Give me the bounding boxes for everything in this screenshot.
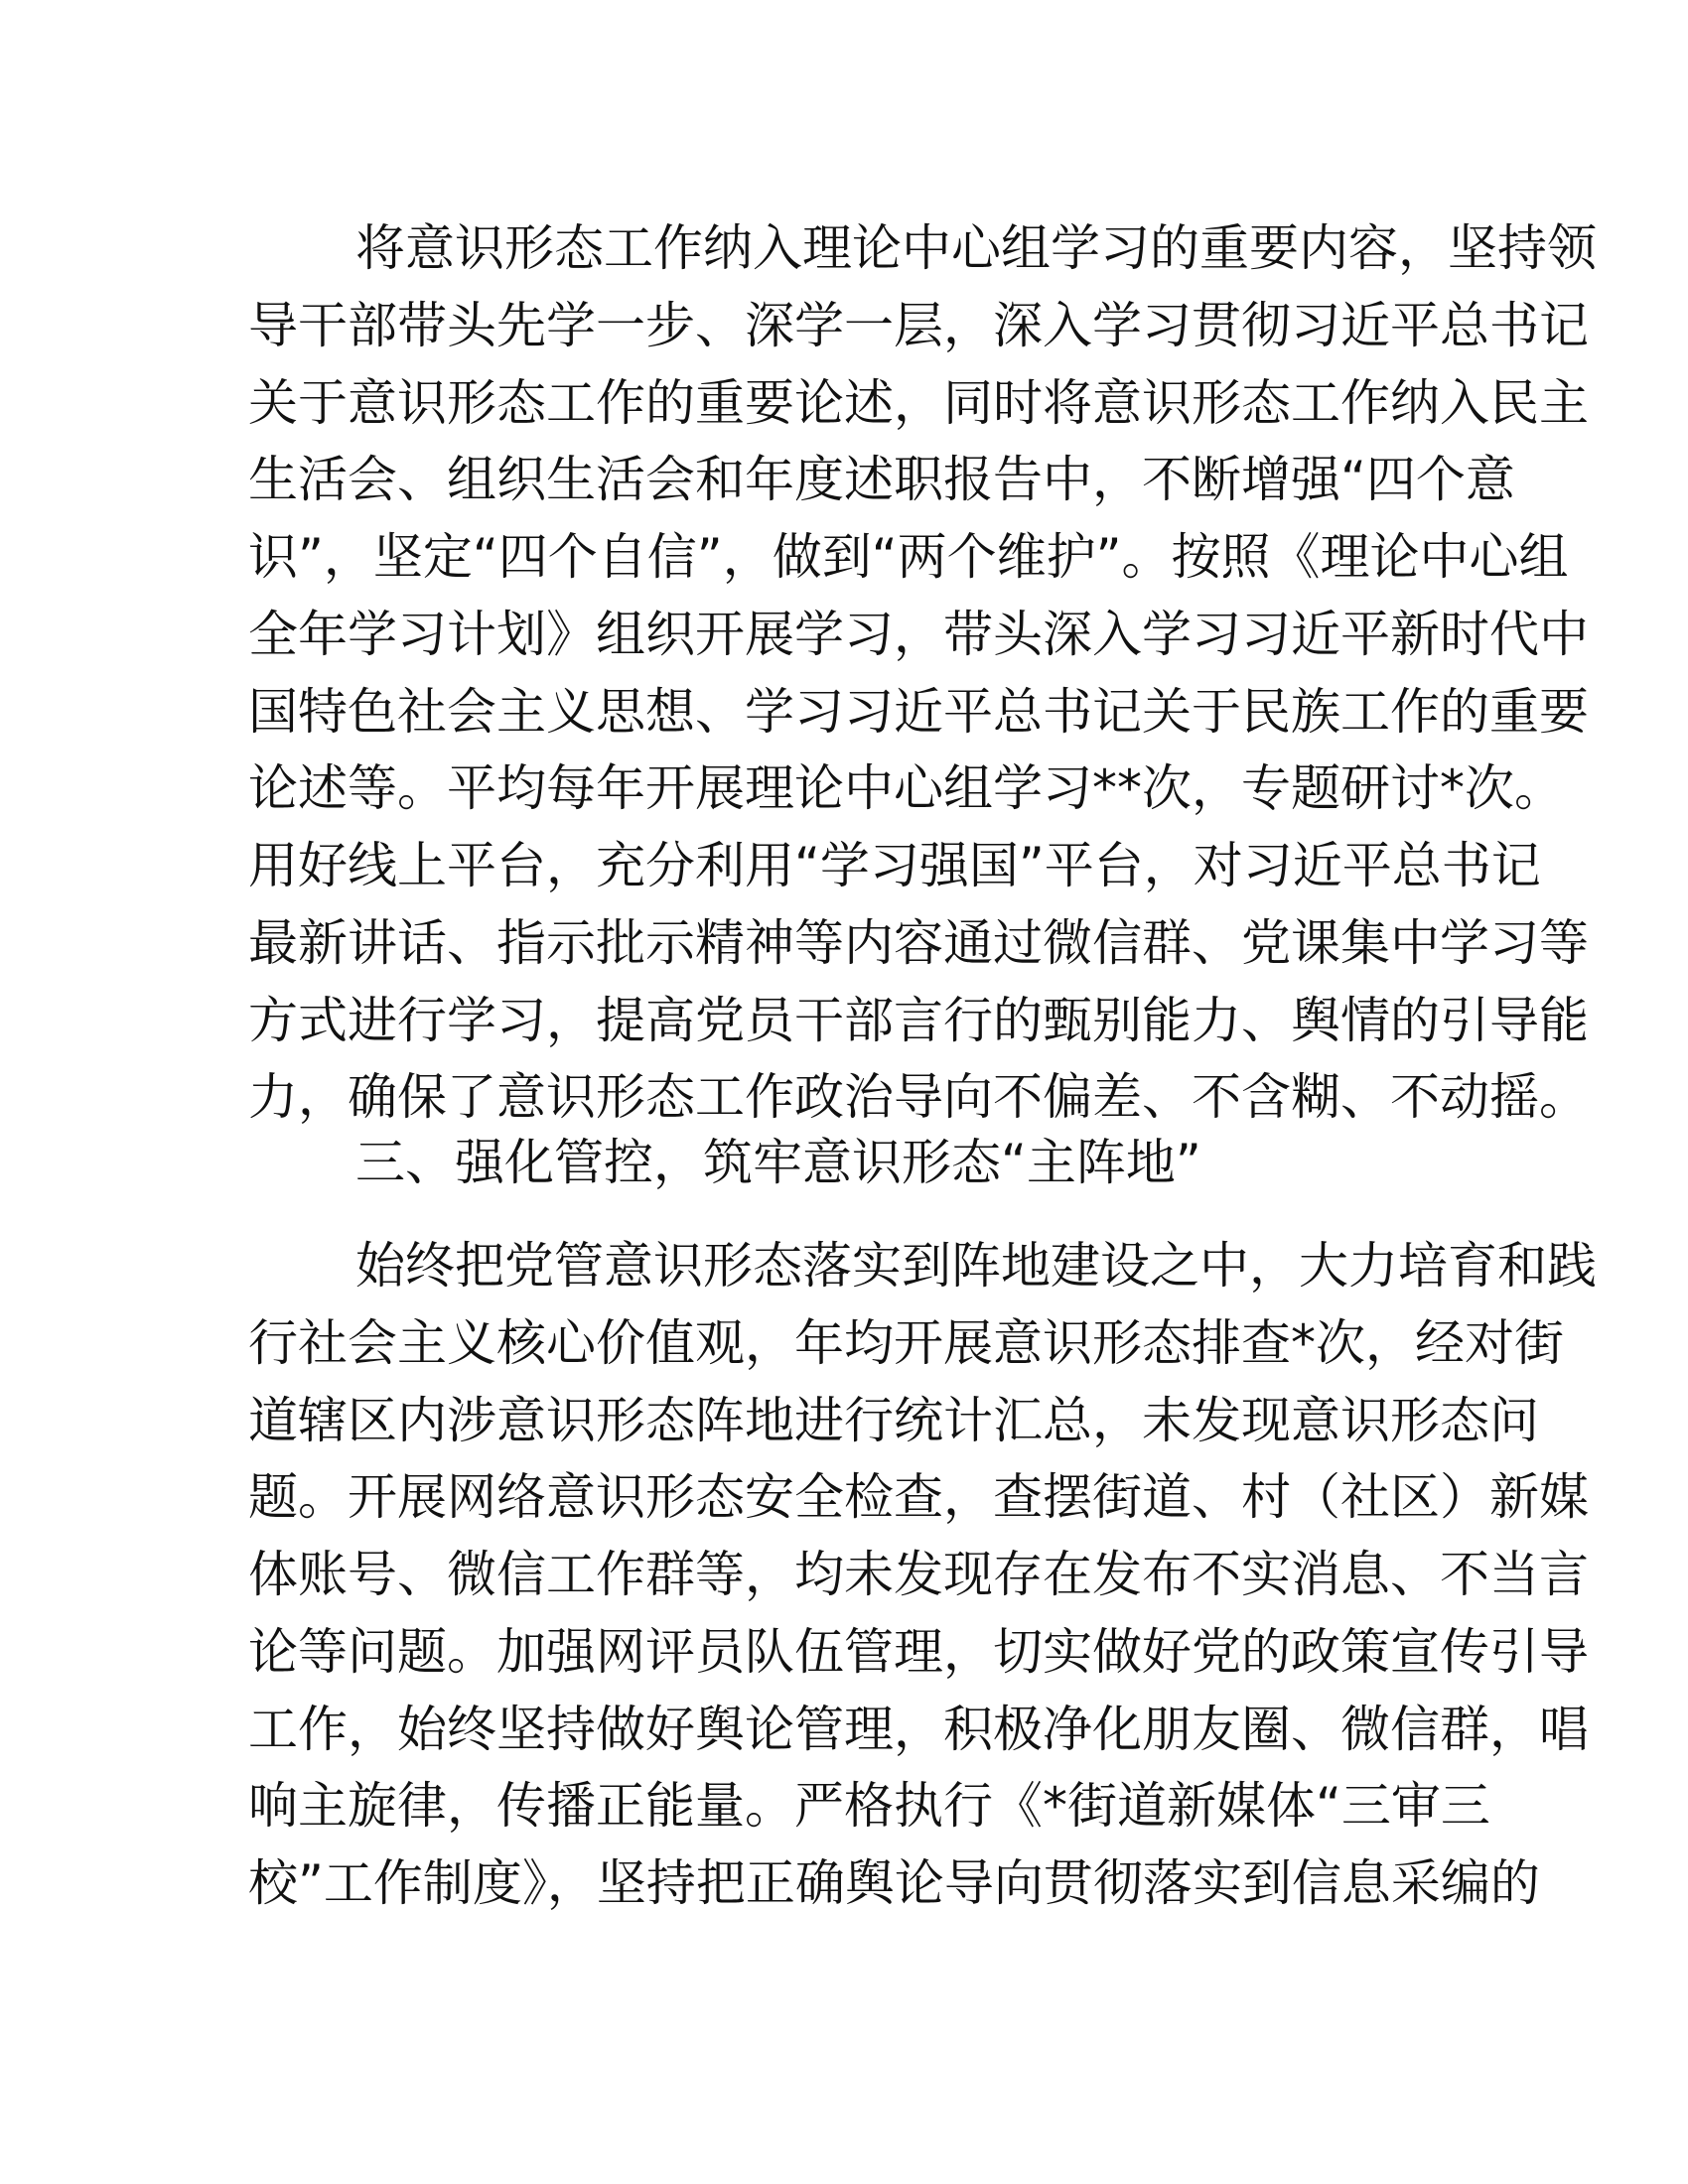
text-line: 论述等。平均每年开展理论中心组学习**次，专题研讨*次。 <box>248 759 1564 818</box>
text-line: 生活会、组织生活会和年度述职报告中，不断增强“四个意 <box>248 451 1515 509</box>
text-line: 工作，始终坚持做好舆论管理，积极净化朋友圈、微信群，唱 <box>248 1700 1589 1758</box>
text-line: 行社会主义核心价值观，年均开展意识形态排查*次，经对街 <box>248 1313 1564 1372</box>
text-line: 将意识形态工作纳入理论中心组学习的重要内容，坚持领 <box>355 219 1597 277</box>
text-line: 方式进行学习，提高党员干部言行的甄别能力、舆情的引导能 <box>248 991 1589 1049</box>
text-line: 导干部带头先学一步、深学一层，深入学习贯彻习近平总书记 <box>248 296 1589 354</box>
section-heading: 三、强化管控，筑牢意识形态“主阵地” <box>355 1134 1201 1191</box>
text-line: 道辖区内涉意识形态阵地进行统计汇总，未发现意识形态问 <box>248 1391 1539 1449</box>
text-line: 始终把党管意识形态落实到阵地建设之中，大力培育和践 <box>355 1237 1597 1295</box>
text-line: 用好线上平台，充分利用“学习强国”平台，对习近平总书记 <box>248 837 1541 894</box>
text-line: 校”工作制度》，坚持把正确舆论导向贯彻落实到信息采编的 <box>248 1854 1540 1912</box>
text-line: 国特色社会主义思想、学习习近平总书记关于民族工作的重要 <box>248 682 1589 741</box>
text-line: 力，确保了意识形态工作政治导向不偏差、不含糊、不动摇。 <box>248 1068 1589 1127</box>
text-line: 论等问题。加强网评员队伍管理，切实做好党的政策宣传引导 <box>248 1622 1589 1681</box>
text-line: 响主旋律，传播正能量。严格执行《*街道新媒体“三审三 <box>248 1777 1490 1836</box>
text-line: 全年学习计划》组织开展学习，带头深入学习习近平新时代中 <box>248 605 1589 663</box>
text-line: 体账号、微信工作群等，均未发现存在发布不实消息、不当言 <box>248 1546 1589 1603</box>
text-line: 识”，坚定“四个自信”，做到“两个维护”。按照《理论中心组 <box>248 528 1569 586</box>
text-line: 题。开展网络意识形态安全检查，查摆街道、村（社区）新媒 <box>248 1468 1589 1527</box>
text-line: 最新讲话、指示批示精神等内容通过微信群、党课集中学习等 <box>248 913 1589 972</box>
text-line: 关于意识形态工作的重要论述，同时将意识形态工作纳入民主 <box>248 373 1589 432</box>
